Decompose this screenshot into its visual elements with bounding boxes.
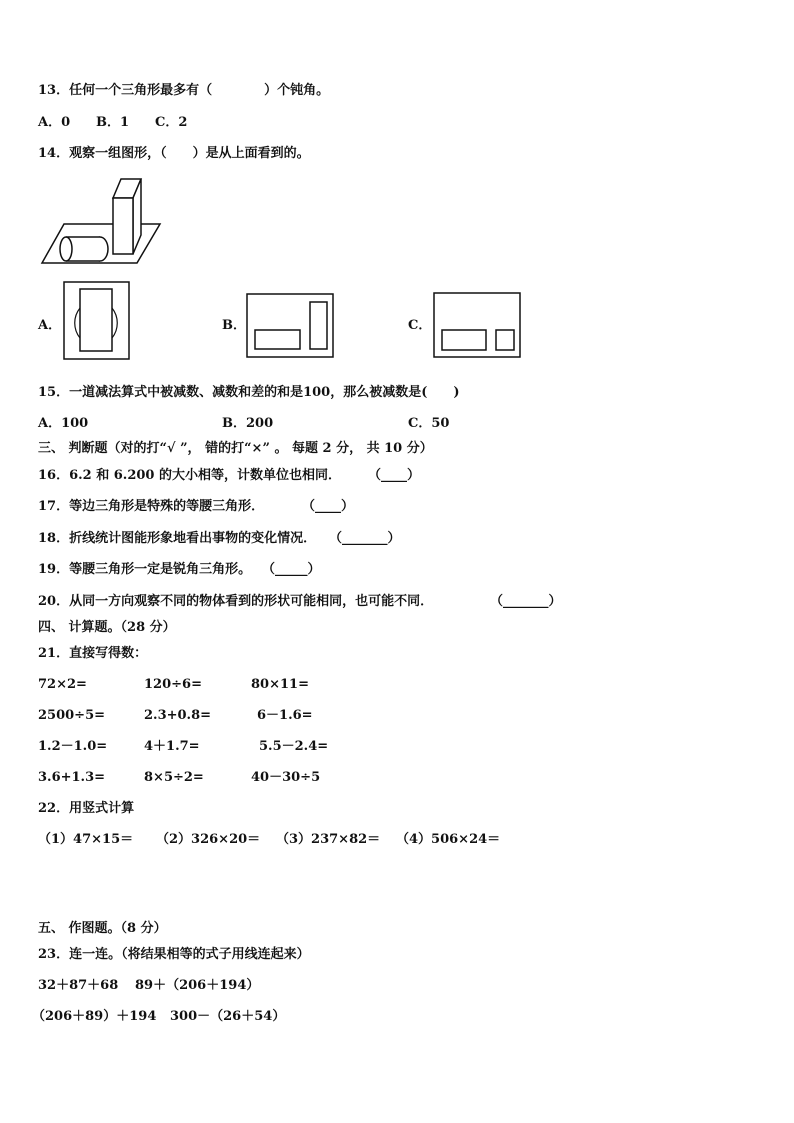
q21-item: 5.5－2.4= [259, 739, 329, 754]
q14-question: 14．观察一组图形，（ ）是从上面看到的。 [38, 146, 310, 161]
q21-item: 6－1.6= [257, 708, 313, 723]
q21-item: 4＋1.7= [144, 739, 200, 754]
q17-answer-blank: （____） [302, 499, 355, 514]
q23-expression: 300－（26＋54） [170, 1009, 286, 1024]
q21-item: 72×2= [38, 677, 87, 692]
section-3-title: 三、 判断题（对的打“√ ”， 错的打“×” 。 每题 2 分， 共 10 分） [38, 441, 433, 456]
q14-option-b-figure [246, 293, 335, 359]
q22-item-4: （4）506×24＝ [396, 832, 501, 847]
section-4-title: 四、 计算题。（28 分） [38, 620, 176, 635]
q20-text: 20．从同一方向观察不同的物体看到的形状可能相同，也可能不同． [38, 594, 434, 609]
q21-item: 3.6+1.3= [38, 770, 106, 785]
q21-item: 120÷6= [144, 677, 202, 692]
q14-option-a-figure [63, 281, 131, 361]
q21-item: 80×11= [251, 677, 309, 692]
q22-item-1: （1）47×15＝ [38, 832, 134, 847]
q21-item: 40－30÷5 [251, 770, 321, 785]
q19-text: 19．等腰三角形一定是锐角三角形。 [38, 562, 252, 577]
q21-item: 2.3+0.8= [144, 708, 212, 723]
q15-option-b: B．200 [222, 416, 274, 431]
q13-question: 13．任何一个三角形最多有（ ）个钝角。 [38, 83, 330, 98]
q22-title: 22．用竖式计算 [38, 801, 135, 816]
q22-item-3: （3）237×82＝ [276, 832, 381, 847]
q16-text: 16．6.2 和 6.200 的大小相等，计数单位也相同． [38, 468, 341, 483]
q14-3d-figure [40, 176, 165, 268]
q20-answer-blank: （_______） [490, 594, 562, 609]
q16-answer-blank: （____） [368, 468, 421, 483]
q23-expression: （206＋89）＋194 [32, 1009, 157, 1024]
q14-option-a-label: A． [38, 318, 62, 333]
q18-text: 18．折线统计图能形象地看出事物的变化情况． [38, 531, 317, 546]
q21-item: 8×5÷2= [144, 770, 204, 785]
q13-option-c: C．2 [155, 115, 188, 130]
q19-answer-blank: （_____） [262, 562, 321, 577]
q15-question: 15．一道减法算式中被减数、减数和差的和是100，那么被减数是( ) [38, 385, 460, 400]
q14-option-c-figure [433, 292, 522, 359]
section-5-title: 五、 作图题。（8 分） [38, 921, 167, 936]
q23-title: 23．连一连。（将结果相等的式子用线连起来） [38, 947, 310, 962]
q17-text: 17．等边三角形是特殊的等腰三角形． [38, 499, 265, 514]
q18-answer-blank: （_______） [329, 531, 401, 546]
q15-option-c: C．50 [408, 416, 450, 431]
q13-option-b: B．1 [96, 115, 130, 130]
q21-item: 1.2－1.0= [38, 739, 108, 754]
q13-option-a: A．0 [38, 115, 71, 130]
q15-option-a: A．100 [38, 416, 89, 431]
q21-title: 21．直接写得数： [38, 646, 148, 661]
q23-expression: 32＋87＋68 [38, 978, 119, 993]
q14-option-b-label: B． [222, 318, 246, 333]
q23-expression: 89＋（206＋194） [135, 978, 260, 993]
q14-option-c-label: C． [408, 318, 432, 333]
q22-item-2: （2）326×20＝ [156, 832, 261, 847]
q21-item: 2500÷5= [38, 708, 106, 723]
